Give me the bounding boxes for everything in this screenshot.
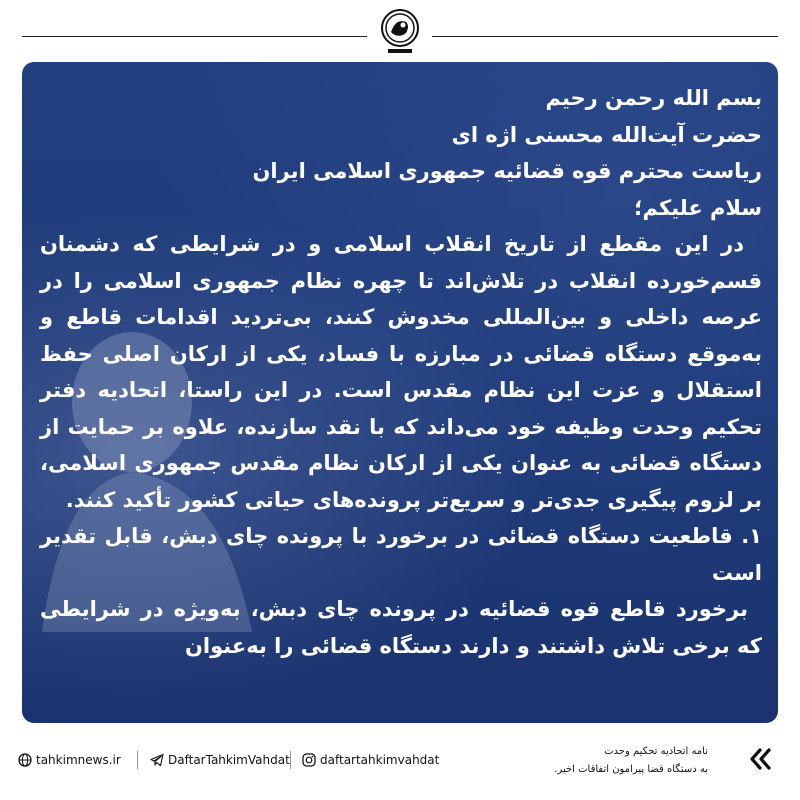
footer-telegram-text: DaftarTahkimVahdat: [168, 753, 290, 767]
footer-caption-line-1: نامه اتحادیه تحکیم وحدت: [604, 746, 708, 757]
double-chevron-left-icon[interactable]: [748, 747, 772, 771]
instagram-icon: [302, 753, 316, 767]
salutation-title: ریاست محترم قوه قضائیه جمهوری اسلامی ایران: [252, 159, 762, 183]
header-divider-left: [22, 36, 367, 37]
salutation-bismillah: بسم الله رحمن رحیم: [545, 86, 762, 110]
footer-separator: [137, 751, 138, 769]
telegram-icon: [150, 753, 164, 767]
header-divider-right: [432, 36, 778, 37]
letter-body: [40, 80, 762, 664]
footer-instagram[interactable]: [302, 753, 439, 767]
footer-caption: [554, 743, 708, 779]
footer: [0, 723, 800, 800]
footer-website-text: tahkimnews.ir: [36, 753, 121, 767]
letter-heading-1: ۱. قاطعیت دستگاه قضائی در برخورد با پرونده چای دبش، قابل تقدیر است: [40, 524, 762, 585]
top-bar: [0, 0, 800, 62]
globe-icon: [18, 753, 32, 767]
salutation-greeting: سلام علیکم؛: [634, 195, 762, 220]
letter-paragraph-1: در این مقطع از تاریخ انقلاب اسلامی و در شرایطی که دشمنان قسم‌خورده انقلاب در تلاش‌اند تا چهره نظام جمهوری اسلامی را در عرصه داخلی و بین‌المللی مخدوش کنند، بی‌تردید اقدامات قاطع و به‌موقع دستگاه قضائی در مبارزه با فساد، یکی از ارکان اصلی حفظ استقلال و عزت این نظام مقدس است. در این راستا، اتحادیه دفتر تحکیم وحدت وظیفه خود می‌داند که با نقد سازنده، علاوه بر حمایت از دستگاه قضائی به عنوان یکی از ارکان نظام مقدس جمهوری اسلامی، بر لزوم پیگیری جدی‌تر و سریع‌تر پرونده‌های حیاتی کشور تأکید کنند.: [40, 232, 762, 512]
letter-card: [22, 62, 778, 723]
footer-telegram[interactable]: [150, 753, 290, 767]
footer-caption-line-2: به دستگاه قضا پیرامون اتفاقات اخیر.: [554, 764, 708, 775]
footer-instagram-text: daftartahkimvahdat: [320, 753, 440, 767]
footer-separator: [290, 751, 291, 769]
footer-website[interactable]: [18, 753, 121, 767]
salutation-addressee: حضرت آیت‌الله محسنی اژه ای: [451, 122, 762, 147]
letter-paragraph-2: برخورد قاطع قوه قضائیه در پرونده چای دبش، به‌ویژه در شرایطی که برخی تلاش داشتند و دارند دستگاه قضائی را به‌عنوان: [40, 597, 762, 658]
tahkim-vahdat-emblem-icon: [376, 6, 424, 58]
